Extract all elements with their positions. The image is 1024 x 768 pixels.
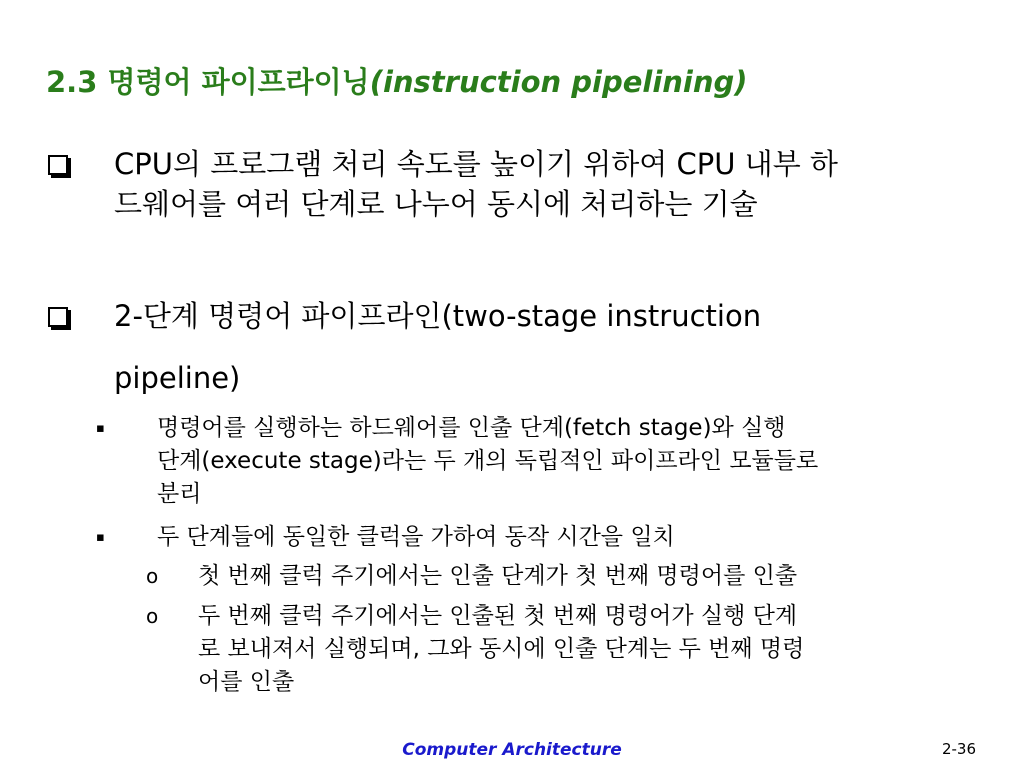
bullet-text xyxy=(114,144,974,224)
footer-title: Computer Architecture xyxy=(402,740,622,760)
sub-bullet-fetch-execute-split xyxy=(96,412,986,511)
sub-bullet-same-clock xyxy=(96,521,986,554)
bullet-line: 드웨어를 여러 단계로 나누어 동시에 처리하는 기술 xyxy=(114,187,758,221)
square-bullet-icon xyxy=(48,144,78,184)
bullet-line: 로 보내져서 실행되며, 그와 동시에 인출 단계는 두 번째 명령 xyxy=(198,636,805,662)
small-square-bullet-icon: ▪ xyxy=(96,421,105,436)
small-square-bullet-icon: ▪ xyxy=(96,530,105,545)
bullet-text xyxy=(157,412,977,511)
bullet-line: 명령어를 실행하는 하드웨어를 인출 단계(fetch stage)와 실행 xyxy=(157,415,786,441)
circle-bullet-icon: o xyxy=(146,564,159,588)
bullet-line: 어를 인출 xyxy=(198,669,295,695)
bullet-line: 두 단계들에 동일한 클럭을 가하여 동작 시간을 일치 xyxy=(157,524,675,550)
slide-title-korean: 2.3 명령어 파이프라이닝 xyxy=(46,65,370,99)
bullet-cpu-pipelining-definition xyxy=(48,144,988,224)
bullet-text xyxy=(198,560,968,593)
bullet-line: 단계(execute stage)라는 두 개의 독립적인 파이프라인 모듈들로 xyxy=(157,448,819,474)
bullet-text xyxy=(198,600,968,699)
page-number: 2-36 xyxy=(941,740,976,758)
bullet-line: 첫 번째 클럭 주기에서는 인출 단계가 첫 번째 명령어를 인출 xyxy=(198,563,798,589)
bullet-line: 2-단계 명령어 파이프라인(two-stage instruction xyxy=(114,299,762,333)
slide-title-english: (instruction pipelining) xyxy=(369,65,748,99)
bullet-two-stage-pipeline xyxy=(48,296,988,409)
circle-bullet-icon: o xyxy=(146,604,159,628)
slide-title xyxy=(46,60,748,104)
bullet-text xyxy=(157,521,977,554)
bullet-line: 분리 xyxy=(157,481,202,507)
square-bullet-icon xyxy=(48,296,78,336)
bullet-line: CPU의 프로그램 처리 속도를 높이기 위하여 CPU 내부 하 xyxy=(114,147,838,181)
bullet-line: pipeline) xyxy=(114,361,241,395)
bullet-line: 두 번째 클럭 주기에서는 인출된 첫 번째 명령어가 실행 단계 xyxy=(198,603,798,629)
bullet-text xyxy=(114,285,974,409)
sub-sub-bullet-second-clock xyxy=(146,600,996,699)
sub-sub-bullet-first-clock xyxy=(146,560,996,593)
